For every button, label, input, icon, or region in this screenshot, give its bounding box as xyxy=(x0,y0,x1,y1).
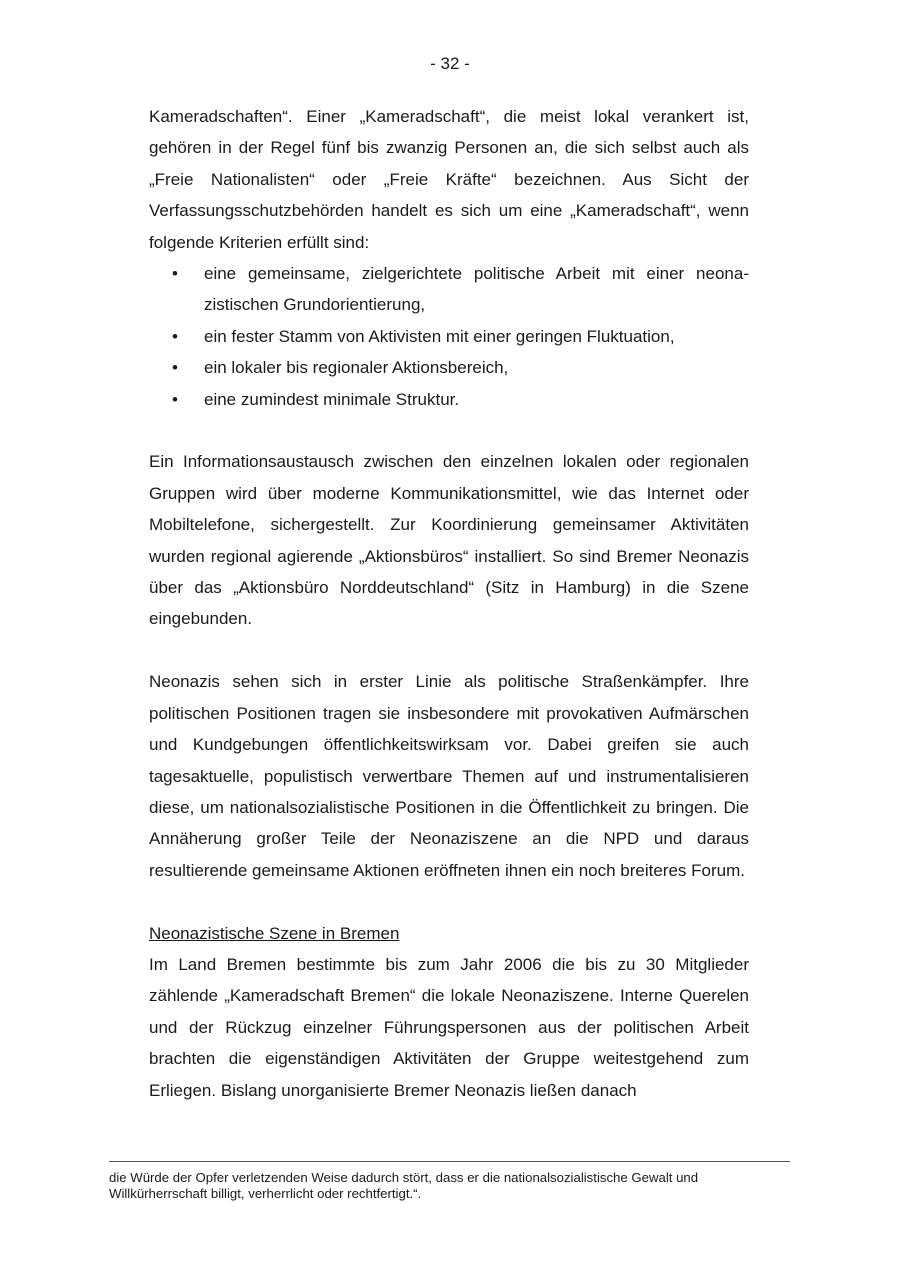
paragraph-spacer xyxy=(149,635,749,666)
paragraph-bremen-scene: Im Land Bremen bestimmte bis zum Jahr 2006 die bis zu 30 Mitglieder zählende „Kameradschaft Bremen“ die lokale Neonaziszene. Interne Querelen und der Rückzug einzelner Führungspersonen aus der politischen Arbeit brachten die eigenständigen Aktivitäten der Gruppe weitestgehend zum Erliegen. Bislang unorganisierte Bremer Neonazis ließen danach xyxy=(149,954,749,1100)
footnote-divider xyxy=(109,1161,790,1162)
list-item xyxy=(149,321,749,352)
list-item xyxy=(149,352,749,383)
section-heading: Neonazistische Szene in Bremen xyxy=(149,923,400,943)
criteria-list xyxy=(149,258,749,415)
page-number: - 32 - xyxy=(430,54,470,73)
list-item xyxy=(149,258,749,321)
paragraph-street-fighters: Neonazis sehen sich in erster Linie als politische Straßenkämpfer. Ihre politischen Positionen tragen sie insbesondere mit provokativen Aufmärschen und Kundgebungen öffentlichkeitswirksam vor. Dabei greifen sie auch tagesaktuelle, populistisch verwertbare Themen auf und instrumentalisieren diese, um nationalsozialistische Positionen in die Öffentlichkeit zu bringen. Die Annäherung großer Teile der Neonaziszene an die NPD und daraus resultierende gemeinsame Aktionen eröffneten ihnen ein noch breiteres Forum. xyxy=(149,672,749,880)
bullet-icon: • xyxy=(172,264,178,284)
list-item-text: ein fester Stamm von Aktivisten mit einer geringen Fluktuation, xyxy=(204,326,675,346)
bullet-icon: • xyxy=(172,358,178,378)
paragraph-spacer xyxy=(149,886,749,917)
body-text xyxy=(149,101,749,1106)
paragraph-spacer xyxy=(149,415,749,446)
paragraph-kameradschaften: Kameradschaften“. Einer „Kameradschaft“, die meist lokal verankert ist, gehören in der Regel fünf bis zwanzig Personen an, die sich selbst auch als „Freie Nationalisten“ oder „Freie Kräfte“ bezeichnen. Aus Sicht der Verfassungsschutzbehörden handelt es sich um eine „Kameradschaft“, wenn folgende Kriterien erfüllt sind: xyxy=(149,107,749,252)
list-item xyxy=(149,384,749,415)
bullet-icon: • xyxy=(172,389,178,409)
list-item-text: eine gemeinsame, zielgerichtete politische Arbeit mit einer neonazistischen Grundorientierung, xyxy=(204,264,749,315)
list-item-text: ein lokaler bis regionaler Aktionsbereich, xyxy=(204,358,509,378)
bullet-icon: • xyxy=(172,326,178,346)
list-item-text: eine zumindest minimale Struktur. xyxy=(204,389,460,409)
paragraph-information-exchange: Ein Informationsaustausch zwischen den einzelnen lokalen oder regionalen Gruppen wird über moderne Kommunikationsmittel, wie das Internet oder Mobiltelefone, sichergestellt. Zur Koordinierung gemeinsamer Aktivitäten wurden regional agierende „Aktionsbüros“ installiert. So sind Bremer Neonazis über das „Aktionsbüro Norddeutschland“ (Sitz in Hamburg) in die Szene eingebunden. xyxy=(149,452,749,629)
footnote-text: die Würde der Opfer verletzenden Weise dadurch stört, dass er die nationalsozialistische Gewalt und Willkürherrschaft billigt, verherrlicht oder rechtfertigt.“. xyxy=(109,1170,699,1201)
